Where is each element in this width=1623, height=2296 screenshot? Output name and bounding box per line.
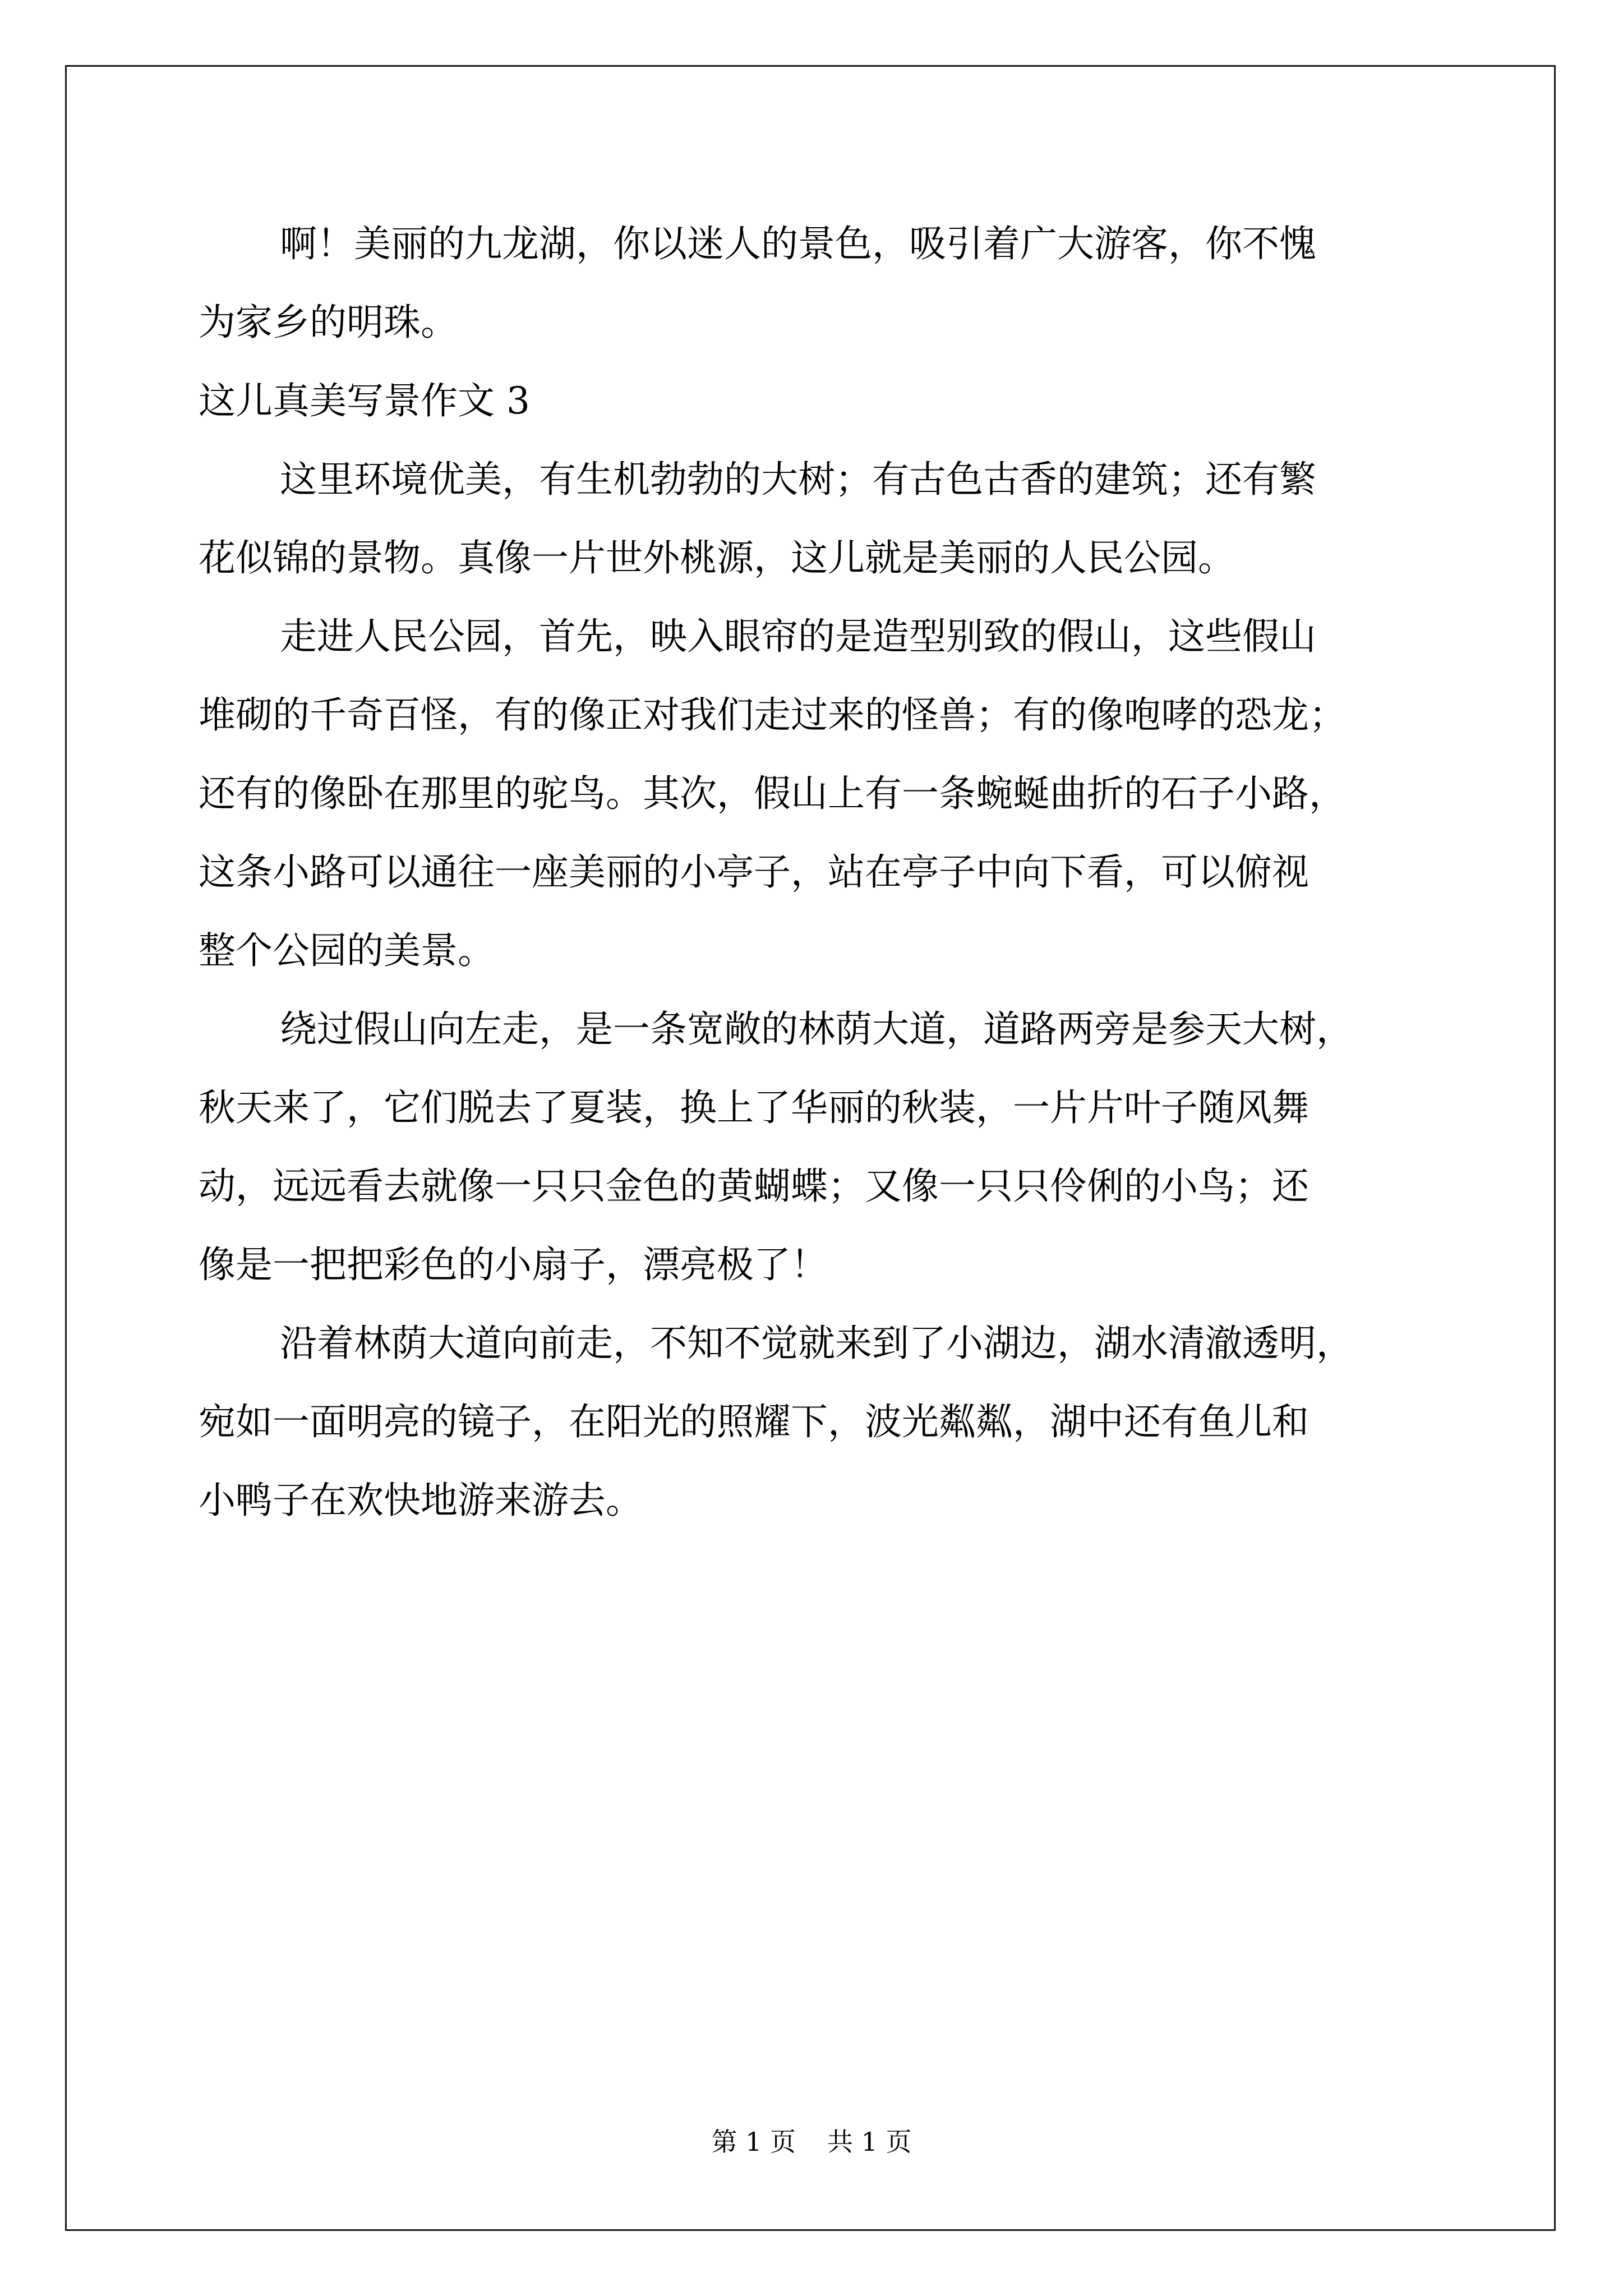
page-footer <box>0 2126 1623 2157</box>
paragraph-line: 像是一把把彩色的小扇子，漂亮极了！ <box>199 1243 828 1286</box>
paragraph-line: 小鸭子在欢快地游来游去。 <box>199 1479 643 1522</box>
paragraph-line: 这里环境优美，有生机勃勃的大树；有古色古香的建筑；还有繁 <box>280 458 1316 501</box>
paragraph-line: 花似锦的景物。真像一片世外桃源，这儿就是美丽的人民公园。 <box>199 536 1235 579</box>
paragraph-line: 还有的像卧在那里的驼鸟。其次，假山上有一条蜿蜒曲折的石子小路， <box>199 772 1346 815</box>
paragraph-line: 整个公园的美景。 <box>199 929 495 972</box>
paragraph-line: 这条小路可以通往一座美丽的小亭子，站在亭子中向下看，可以俯视 <box>199 850 1309 894</box>
paragraph-line: 动，远远看去就像一只只金色的黄蝴蝶；又像一只只伶俐的小鸟；还 <box>199 1165 1309 1208</box>
paragraph-line: 啊！美丽的九龙湖，你以迷人的景色，吸引着广大游客，你不愧 <box>280 222 1316 265</box>
paragraph-line: 堆砌的千奇百怪，有的像正对我们走过来的怪兽；有的像咆哮的恐龙； <box>199 693 1346 737</box>
paragraph-line: 秋天来了，它们脱去了夏装，换上了华丽的秋装，一片片叶子随风舞 <box>199 1086 1309 1129</box>
paragraph-line: 为家乡的明珠。 <box>199 301 458 344</box>
paragraph-line: 走进人民公园，首先，映入眼帘的是造型别致的假山，这些假山 <box>280 615 1316 658</box>
section-heading: 这儿真美写景作文 3 <box>199 379 530 422</box>
page-number-total: 共 1 页 <box>827 2127 912 2157</box>
page-number-current: 第 1 页 <box>711 2127 796 2157</box>
paragraph-line: 宛如一面明亮的镜子，在阳光的照耀下，波光粼粼，湖中还有鱼儿和 <box>199 1400 1309 1443</box>
paragraph-line: 沿着林荫大道向前走，不知不觉就来到了小湖边，湖水清澈透明， <box>280 1322 1353 1365</box>
paragraph-line: 绕过假山向左走，是一条宽敞的林荫大道，道路两旁是参天大树， <box>280 1007 1353 1051</box>
